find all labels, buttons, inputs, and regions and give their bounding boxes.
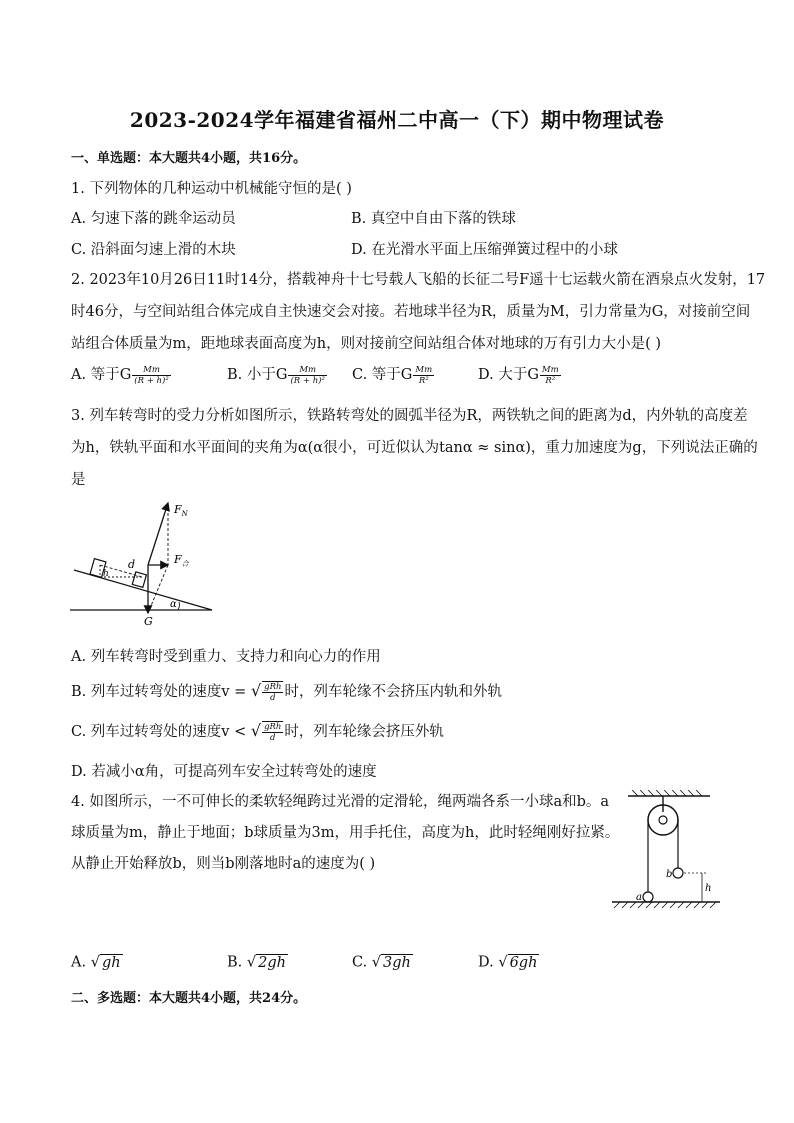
fraction-numerator: Mm xyxy=(541,364,559,375)
q2-stem-line1: 2. 2023年10月26日11时14分，搭载神舟十七号载人飞船的长征二号F遥十七运载火箭在酒泉点火发射，17 xyxy=(71,272,766,288)
q2-option-d xyxy=(478,363,562,386)
q3-option-c xyxy=(71,720,444,743)
q4-stem-line2: 球质量为m，静止于地面；b球质量为3m，用手托住，高度为h，此时轻绳刚好拉紧。 xyxy=(71,825,620,841)
radical-sign: √ xyxy=(498,954,508,971)
label-h: h xyxy=(705,883,712,894)
label-fn: $F_N$ xyxy=(174,503,188,518)
q4-stem-line3: 从静止开始释放b，则当b刚落地时a的速度为( ) xyxy=(71,856,376,872)
q1-option-b: B. 真空中自由下落的铁球 xyxy=(351,211,516,227)
fraction-denominator: (R + h)² xyxy=(290,375,325,386)
page-title: 2023-2024学年福建省福州二中高一（下）期中物理试卷 xyxy=(129,108,665,132)
fraction-numerator: Mm xyxy=(415,364,433,375)
q3-stem-line1: 3. 列车转弯时的受力分析如图所示，铁路转弯处的圆弧半径为R，两铁轨之间的距离为d，内外轨的高度差 xyxy=(71,408,748,424)
q4-option-a-prefix: A. xyxy=(71,954,91,971)
q2-stem-line3: 站组合体质量为m，距地球表面高度为h，则对接前空间站组合体对地球的万有引力大小是( ) xyxy=(71,336,662,352)
section-single-choice-heading: 一、单选题：本大题共4小题，共16分。 xyxy=(71,151,307,166)
q2-option-b xyxy=(227,363,328,386)
parallelogram-diagonal xyxy=(148,565,168,613)
q3-option-b-suffix: 时，列车轮缘不会挤压内轨和外轨 xyxy=(284,684,502,700)
ball-b xyxy=(673,868,683,878)
q2-option-c-prefix: C. 等于G xyxy=(352,367,413,383)
q2-option-c xyxy=(352,363,435,386)
q1-option-a: A. 匀速下落的跳伞运动员 xyxy=(71,211,236,227)
q3-option-b xyxy=(71,680,502,703)
label-fhe: $F_合$ xyxy=(174,553,189,568)
pulley-diagram xyxy=(610,790,722,915)
radical-sign: √ xyxy=(250,721,262,740)
q4-option-a xyxy=(71,954,123,971)
q4-option-d-prefix: D. xyxy=(478,954,499,971)
q2-option-a-prefix: A. 等于G xyxy=(71,367,132,383)
fraction-denominator: (R + h)² xyxy=(134,375,169,386)
radical-sign: √ xyxy=(90,954,100,971)
q4-option-d-radicand: 6gh xyxy=(509,955,538,971)
q1-option-d: D. 在光滑水平面上压缩弹簧过程中的小球 xyxy=(351,242,618,258)
q4-option-a-radicand: gh xyxy=(101,955,121,971)
q3-option-d: D. 若减小α角，可提高列车安全过转弯处的速度 xyxy=(71,764,377,780)
q3-option-b-fraction xyxy=(262,681,283,703)
fraction-numerator: gRh xyxy=(264,722,282,732)
label-h: h xyxy=(103,569,109,579)
q3-stem-line3: 是 xyxy=(71,472,86,488)
ball-a xyxy=(643,892,653,902)
q4-option-c-prefix: C. xyxy=(352,954,372,971)
fraction-numerator: Mm xyxy=(288,365,326,376)
fraction-numerator: gRh xyxy=(264,682,282,692)
fraction-denominator: R² xyxy=(418,375,429,386)
q4-option-c-radicand: 3gh xyxy=(383,955,411,971)
fraction-denominator: d xyxy=(270,733,276,743)
q2-option-b-fraction xyxy=(288,365,326,386)
q1-option-c: C. 沿斜面匀速上滑的木块 xyxy=(71,242,236,258)
fraction-denominator: d xyxy=(270,693,276,703)
q3-stem-line2: 为h，铁轨平面和水平面间的夹角为α(α很小，可近似认为tanα ≈ sinα)，重力加速度为g，下列说法正确的 xyxy=(71,440,758,456)
q3-option-a: A. 列车转弯时受到重力、支持力和向心力的作用 xyxy=(71,649,381,665)
label-alpha: α xyxy=(170,599,177,610)
q2-option-a xyxy=(71,363,172,386)
radical-sign: √ xyxy=(246,954,257,971)
q2-stem-line2: 时46分，与空间站组合体完成自主快速交会对接。若地球半径为R，质量为M，引力常量为G，对接前空间 xyxy=(71,304,751,320)
q4-option-c xyxy=(352,954,413,971)
section-multi-choice-heading: 二、多选题：本大题共4小题，共24分。 xyxy=(71,991,307,1006)
label-g: G xyxy=(144,615,153,628)
q4-option-b-prefix: B. xyxy=(227,954,247,971)
q3-option-b-prefix: B. 列车过转弯处的速度v = xyxy=(71,684,251,700)
radical-sign: √ xyxy=(371,954,382,971)
label-b: b xyxy=(666,869,673,880)
ceiling-hatching xyxy=(632,790,702,796)
q4-option-b-radicand: 2gh xyxy=(258,955,286,971)
train-force-diagram xyxy=(70,495,220,630)
q2-option-d-fraction xyxy=(540,365,561,386)
fraction-numerator: Mm xyxy=(132,365,170,376)
q2-option-a-fraction xyxy=(132,365,170,386)
q2-option-b-prefix: B. 小于G xyxy=(227,367,288,383)
q4-option-b xyxy=(227,954,288,971)
q4-stem-line1: 4. 如图所示，一不可伸长的柔软轻绳跨过光滑的定滑轮，绳两端各系一小球a和b。a xyxy=(71,794,610,810)
q2-option-c-fraction xyxy=(413,365,434,386)
q1-stem: 1. 下列物体的几种运动中机械能守恒的是( ) xyxy=(71,181,352,197)
q3-option-c-fraction xyxy=(262,721,283,743)
label-a: a xyxy=(636,892,642,903)
radical-sign: √ xyxy=(250,681,262,700)
inner-rail xyxy=(132,572,146,588)
floor-hatching xyxy=(614,902,716,908)
pulley-axle xyxy=(659,816,667,824)
q3-option-c-prefix: C. 列车过转弯处的速度v < xyxy=(71,724,251,740)
angle-arc xyxy=(178,602,179,610)
normal-force-arrow xyxy=(148,503,168,565)
label-d: d xyxy=(128,558,136,571)
q4-option-d xyxy=(478,954,539,971)
fraction-denominator: R² xyxy=(545,375,556,386)
q3-option-c-suffix: 时，列车轮缘会挤压外轨 xyxy=(284,724,444,740)
q2-option-d-prefix: D. 大于G xyxy=(478,367,539,383)
